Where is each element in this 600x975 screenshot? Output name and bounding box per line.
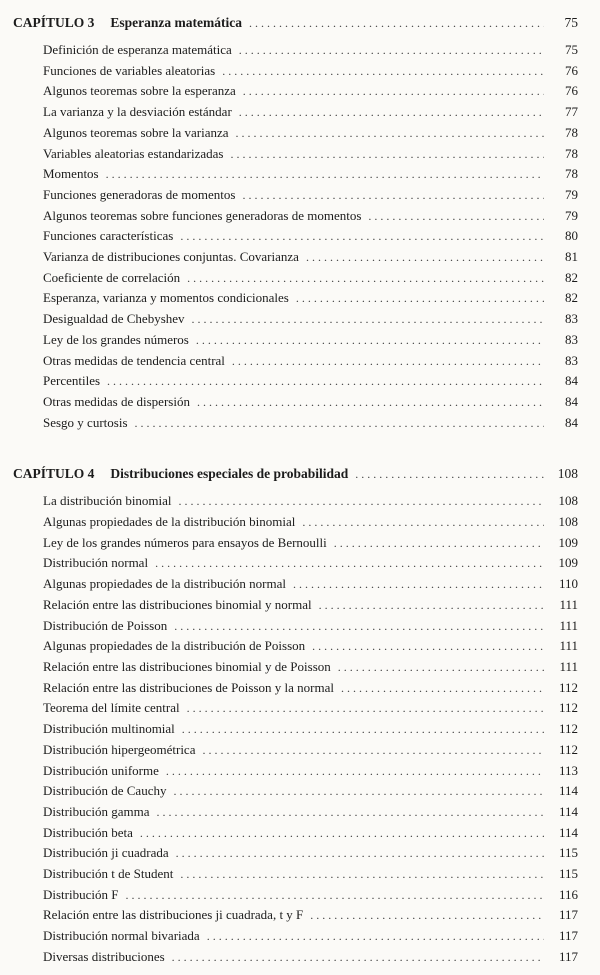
dot-leader xyxy=(179,491,544,512)
entry-title: Percentiles xyxy=(43,373,101,389)
entry-title: Momentos xyxy=(43,166,99,182)
entry-page-number: 115 xyxy=(558,866,578,882)
entry-title: Algunos teoremas sobre la varianza xyxy=(43,124,229,140)
entry-page-number: 117 xyxy=(558,928,578,944)
dot-leader xyxy=(207,926,544,947)
entry-title: Esperanza, varianza y momentos condicionales xyxy=(43,290,289,306)
toc-chapter xyxy=(13,12,578,433)
entry-title: Diversas distribuciones xyxy=(43,948,165,964)
entry-title: Algunos teoremas sobre la esperanza xyxy=(43,83,236,99)
toc-entry xyxy=(43,553,578,574)
entry-title: Algunos teoremas sobre funciones generadoras de momentos xyxy=(43,207,362,223)
dot-leader xyxy=(107,371,544,392)
chapter-entries xyxy=(13,40,578,433)
toc-entry xyxy=(43,864,578,885)
entry-title: Algunas propiedades de la distribución binomial xyxy=(43,514,296,530)
toc-entry xyxy=(43,761,578,782)
entry-title: Distribución gamma xyxy=(43,803,150,819)
dot-leader xyxy=(334,533,544,554)
toc-entry xyxy=(43,309,578,330)
entry-page-number: 109 xyxy=(558,534,578,550)
toc-chapter-heading xyxy=(13,12,578,34)
dot-leader xyxy=(157,802,544,823)
toc-entry xyxy=(43,330,578,351)
entry-page-number: 82 xyxy=(565,269,578,285)
dot-leader xyxy=(135,413,545,434)
toc-entry xyxy=(43,102,578,123)
dot-leader xyxy=(310,905,544,926)
entry-page-number: 83 xyxy=(565,311,578,327)
entry-title: Relación entre las distribuciones binomial y de Poisson xyxy=(43,658,331,674)
dot-leader xyxy=(230,144,544,165)
entry-page-number: 110 xyxy=(558,576,578,592)
toc-entry xyxy=(43,698,578,719)
toc-entry xyxy=(43,843,578,864)
entry-title: Distribución t de Student xyxy=(43,866,174,882)
dot-leader xyxy=(155,553,544,574)
toc-entry xyxy=(43,81,578,102)
entry-title: Distribución F xyxy=(43,886,119,902)
entry-page-number: 79 xyxy=(565,186,578,202)
entry-title: Algunas propiedades de la distribución de Poisson xyxy=(43,638,306,654)
chapter-page-number: 108 xyxy=(557,466,578,482)
toc-entry xyxy=(43,206,578,227)
entry-page-number: 82 xyxy=(565,290,578,306)
dot-leader xyxy=(187,698,544,719)
dot-leader xyxy=(243,81,544,102)
entry-page-number: 83 xyxy=(565,331,578,347)
entry-page-number: 109 xyxy=(558,555,578,571)
dot-leader xyxy=(293,574,544,595)
entry-title: Relación entre las distribuciones ji cuadrada, t y F xyxy=(43,907,304,923)
toc-entry xyxy=(43,574,578,595)
entry-page-number: 78 xyxy=(565,124,578,140)
entry-title: Ley de los grandes números xyxy=(43,331,189,347)
entry-title: Relación entre las distribuciones binomial y normal xyxy=(43,596,312,612)
entry-page-number: 117 xyxy=(558,907,578,923)
entry-page-number: 84 xyxy=(565,373,578,389)
entry-page-number: 111 xyxy=(559,617,578,633)
toc-entry xyxy=(43,885,578,906)
toc-entry xyxy=(43,392,578,413)
entry-page-number: 111 xyxy=(559,596,578,612)
entry-title: Varianza de distribuciones conjuntas. Covarianza xyxy=(43,249,299,265)
toc-entry xyxy=(43,247,578,268)
entry-page-number: 114 xyxy=(558,783,578,799)
toc-entry xyxy=(43,413,578,434)
entry-page-number: 79 xyxy=(565,207,578,223)
toc-entry xyxy=(43,226,578,247)
entry-title: Variables aleatorias estandarizadas xyxy=(43,145,224,161)
entry-page-number: 111 xyxy=(559,638,578,654)
entry-page-number: 75 xyxy=(565,42,578,57)
dot-leader xyxy=(180,864,544,885)
chapter-page-number: 75 xyxy=(564,15,578,30)
entry-page-number: 112 xyxy=(558,700,578,716)
dot-leader xyxy=(312,636,544,657)
dot-leader xyxy=(166,761,544,782)
entry-title: La varianza y la desviación estándar xyxy=(43,104,232,120)
entry-title: Distribución ji cuadrada xyxy=(43,845,169,861)
entry-title: La distribución binomial xyxy=(43,493,172,509)
entry-page-number: 76 xyxy=(565,83,578,99)
dot-leader xyxy=(202,740,544,761)
toc-entry xyxy=(43,616,578,637)
chapter-entries xyxy=(13,491,578,967)
entry-page-number: 108 xyxy=(558,493,578,509)
toc-chapter-heading xyxy=(13,463,578,485)
entry-page-number: 114 xyxy=(558,824,578,840)
toc-entry xyxy=(43,823,578,844)
toc-entry xyxy=(43,636,578,657)
entry-page-number: 84 xyxy=(565,393,578,409)
entry-title: Distribución normal xyxy=(43,555,149,571)
entry-title: Distribución beta xyxy=(43,824,133,840)
toc-entry xyxy=(43,719,578,740)
dot-leader xyxy=(140,823,544,844)
toc-entry xyxy=(43,288,578,309)
dot-leader xyxy=(296,288,544,309)
toc-entry xyxy=(43,657,578,678)
entry-page-number: 112 xyxy=(558,721,578,737)
entry-page-number: 83 xyxy=(565,352,578,368)
toc-entry xyxy=(43,185,578,206)
toc-entry xyxy=(43,40,578,61)
entry-page-number: 115 xyxy=(558,845,578,861)
entry-page-number: 76 xyxy=(565,62,578,78)
entry-title: Funciones de variables aleatorias xyxy=(43,62,216,78)
chapter-label: CAPÍTULO 3 xyxy=(13,15,95,30)
dot-leader xyxy=(197,392,544,413)
dot-leader xyxy=(222,61,544,82)
entry-page-number: 114 xyxy=(558,803,578,819)
entry-page-number: 84 xyxy=(565,414,578,430)
toc-entry xyxy=(43,905,578,926)
entry-title: Teorema del límite central xyxy=(43,700,180,716)
dot-leader xyxy=(172,947,544,968)
entry-title: Distribución normal bivariada xyxy=(43,928,200,944)
dot-leader xyxy=(187,268,544,289)
dot-leader xyxy=(173,781,544,802)
dot-leader xyxy=(302,512,544,533)
entry-title: Funciones generadoras de momentos xyxy=(43,186,236,202)
entry-title: Distribución de Poisson xyxy=(43,617,168,633)
chapter-label: CAPÍTULO 4 xyxy=(13,466,95,482)
entry-page-number: 77 xyxy=(565,104,578,120)
entry-page-number: 116 xyxy=(558,886,578,902)
toc-entry xyxy=(43,61,578,82)
dot-leader xyxy=(174,616,544,637)
dot-leader xyxy=(306,247,544,268)
entry-page-number: 111 xyxy=(559,658,578,674)
toc-entry xyxy=(43,926,578,947)
toc-entry xyxy=(43,268,578,289)
entry-title: Otras medidas de dispersión xyxy=(43,393,190,409)
entry-page-number: 78 xyxy=(565,145,578,161)
toc-entry xyxy=(43,371,578,392)
toc-entry xyxy=(43,123,578,144)
dot-leader xyxy=(239,40,544,61)
toc-entry xyxy=(43,512,578,533)
entry-title: Otras medidas de tendencia central xyxy=(43,352,225,368)
dot-leader xyxy=(125,885,544,906)
toc-entry xyxy=(43,595,578,616)
toc-entry xyxy=(43,781,578,802)
entry-title: Distribución multinomial xyxy=(43,721,175,737)
toc-entry xyxy=(43,164,578,185)
toc-entry xyxy=(43,491,578,512)
toc-entry xyxy=(43,533,578,554)
dot-leader xyxy=(239,102,544,123)
toc-entry xyxy=(43,144,578,165)
toc-entry xyxy=(43,802,578,823)
dot-leader xyxy=(176,843,544,864)
toc-entry xyxy=(43,947,578,968)
dot-leader xyxy=(182,719,544,740)
dot-leader xyxy=(319,595,544,616)
entry-page-number: 80 xyxy=(565,228,578,244)
entry-title: Ley de los grandes números para ensayos de Bernoulli xyxy=(43,534,327,550)
dot-leader xyxy=(338,657,544,678)
entry-title: Sesgo y curtosis xyxy=(43,414,128,430)
entry-page-number: 112 xyxy=(558,679,578,695)
entry-title: Distribución hipergeométrica xyxy=(43,741,196,757)
dot-leader xyxy=(106,164,544,185)
entry-page-number: 117 xyxy=(558,948,578,964)
toc-entry xyxy=(43,351,578,372)
entry-title: Funciones características xyxy=(43,228,174,244)
entry-title: Relación entre las distribuciones de Poisson y la normal xyxy=(43,679,334,695)
entry-title: Definición de esperanza matemática xyxy=(43,42,232,57)
dot-leader xyxy=(192,309,544,330)
dot-leader xyxy=(242,185,544,206)
entry-title: Algunas propiedades de la distribución normal xyxy=(43,576,286,592)
dot-leader xyxy=(341,678,544,699)
dot-leader xyxy=(196,330,544,351)
dot-leader xyxy=(355,463,544,485)
entry-title: Distribución de Cauchy xyxy=(43,783,167,799)
dot-leader xyxy=(249,12,544,34)
dot-leader xyxy=(232,351,544,372)
dot-leader xyxy=(368,206,544,227)
dot-leader xyxy=(180,226,544,247)
entry-page-number: 113 xyxy=(558,762,578,778)
toc-entry xyxy=(43,740,578,761)
entry-title: Coeficiente de correlación xyxy=(43,269,181,285)
entry-title: Distribución uniforme xyxy=(43,762,159,778)
entry-title: Desigualdad de Chebyshev xyxy=(43,311,185,327)
dot-leader xyxy=(236,123,544,144)
entry-page-number: 108 xyxy=(558,514,578,530)
entry-page-number: 112 xyxy=(558,741,578,757)
chapter-title: Distribuciones especiales de probabilidad xyxy=(110,466,349,482)
toc-chapter xyxy=(13,463,578,967)
chapter-title: Esperanza matemática xyxy=(110,15,242,30)
toc-entry xyxy=(43,678,578,699)
entry-page-number: 81 xyxy=(565,249,578,265)
entry-page-number: 78 xyxy=(565,166,578,182)
